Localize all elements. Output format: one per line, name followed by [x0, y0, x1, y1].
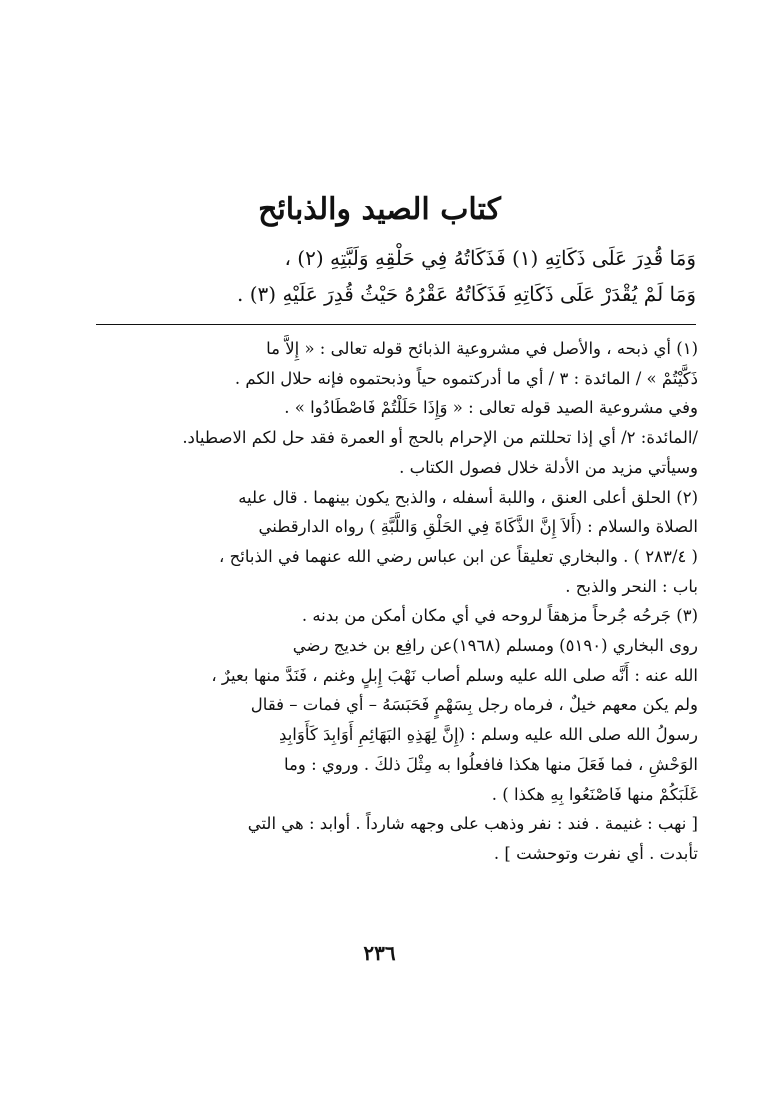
footnote-line: باب : النحر والذبح . — [565, 576, 698, 596]
footnote-divider — [96, 324, 696, 325]
footnote-line: رسولُ الله صلى الله عليه وسلم : (إِنَّ لِهَذِهِ البَهَائِمِ أَوَابِدَ كَأَوَابِدِ — [279, 725, 698, 745]
footnote-line: الله عنه : أَنَّه صلى الله عليه وسلم أصاب نَهْبَ إِبلٍ وغنم ، فَنَدَّ منها بعيرٌ ، — [211, 665, 698, 685]
footnote-line: تأبدت . أي نفرت وتوحشت ] . — [493, 843, 698, 863]
footnote-line: وسيأتي مزيد من الأدلة خلال فصول الكتاب . — [399, 457, 698, 477]
main-text-line: وَمَا لَمْ يُقْدَرْ عَلَى ذَكَاتِهِ فَذَكَاتُهُ عَقْرُهُ حَيْثُ قُدِرَ عَلَيْهِ (٣) . — [237, 282, 696, 306]
footnote-line: وفي مشروعية الصيد قوله تعالى : « وَإِذَا حَلَلْتُمْ فَاصْطَادُوا » . — [284, 398, 698, 418]
footnote-line: غَلَبَكُمْ منها فَاصْنَعُوا بِهِ هكذا ) . — [491, 784, 698, 804]
footnotes — [96, 334, 698, 869]
footnote-line: الوَحْشِ ، فما فَعَلَ منها هكذا فافعلُوا به مِثْلَ ذلكَ . وروي : وما — [283, 754, 698, 774]
footnote-line: الصلاة والسلام : (أَلاَ إِنَّ الذَّكَاةَ فِي الحَلْقِ وَاللَّبَّةِ ) رواه الدارقطني — [258, 517, 698, 537]
footnote-line: روى البخاري (٥١٩٠) ومسلم (١٩٦٨)عن رافِع بن خديج رضي — [292, 636, 698, 656]
page-number: ٢٣٦ — [363, 941, 396, 965]
footnote-line: (١) أي ذبحه ، والأصل في مشروعية الذبائح قوله تعالى : « إِلاَّ ما — [266, 339, 698, 358]
footnote-line: (٣) جَرحُه جُرحاً مزهقاً لروحه في أي مكان أمكن من بدنه . — [301, 606, 698, 626]
main-text-line: وَمَا قُدِرَ عَلَى ذَكَاتِهِ (١) فَذَكَاتُهُ فِي حَلْقِهِ وَلَبَّتِهِ (٢) ، — [284, 246, 696, 270]
footnote-line: (٢) الحلق أعلى العنق ، واللبة أسفله ، والذبح يكون بينهما . قال عليه — [238, 487, 698, 507]
footnote-line: /المائدة: ٢/ أي إذا تحللتم من الإحرام بالحج أو العمرة فقد حل لكم الاصطياد. — [182, 428, 698, 448]
footnote-line: ذَكَّيْتُمْ » / المائدة : ٣ / أي ما أدركتموه حياً وذبحتموه فإنه حلال الكم . — [234, 368, 698, 388]
main-text — [96, 240, 696, 312]
footnote-line: ولم يكن معهم خيلٌ ، فرماه رجل بِسَهْمٍ فَحَبَسَهُ – أي فمات – فقال — [250, 695, 698, 715]
footnote-line: [ نهب : غنيمة . فند : نفر وذهب على وجهه شارداً . أوابد : هي التي — [247, 814, 698, 834]
footnote-line: ( ٢٨٣/٤ ) . والبخاري تعليقاً عن ابن عباس رضي الله عنهما في الذبائح ، — [219, 546, 698, 566]
chapter-title: كتاب الصيد والذبائح — [258, 192, 501, 227]
